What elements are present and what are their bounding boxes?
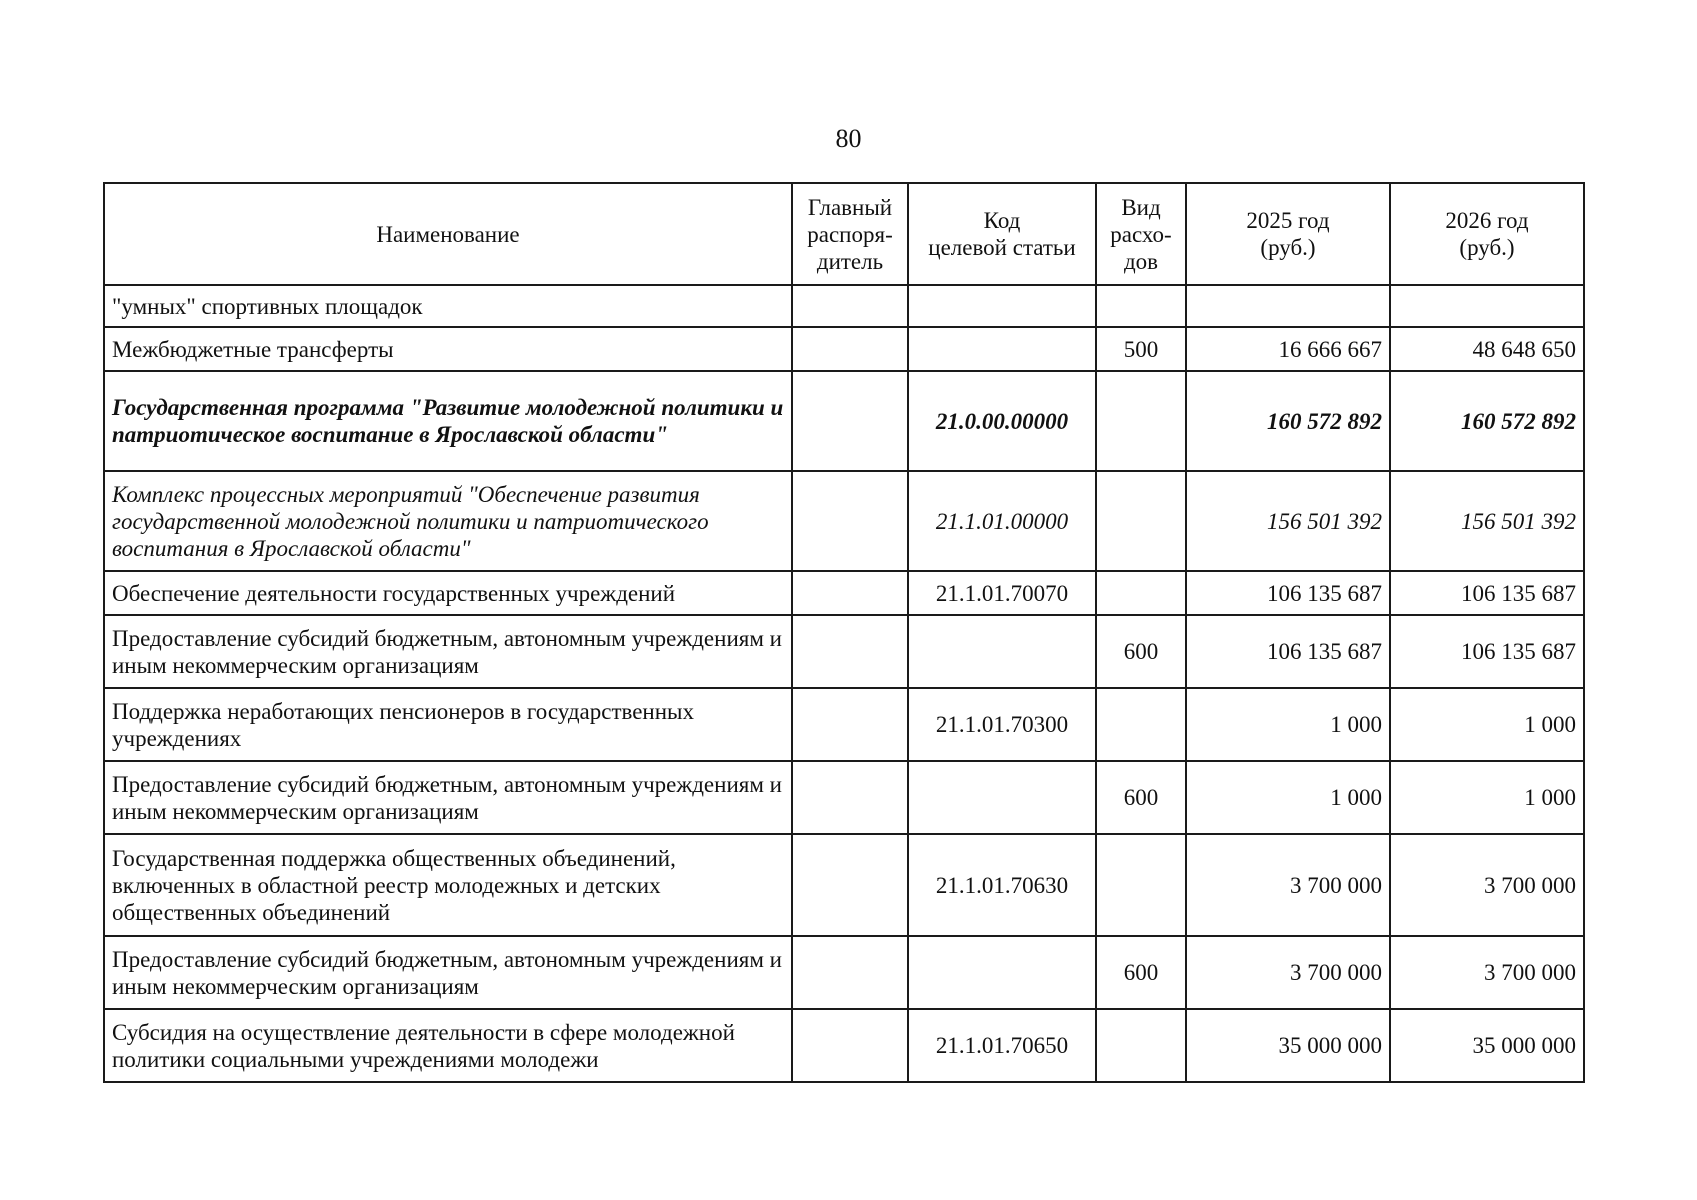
header-main-manager-line: распоря- [807, 221, 893, 247]
row-code [908, 327, 1096, 371]
row-code: 21.1.01.70300 [908, 688, 1096, 761]
header-code-line: целевой статьи [928, 235, 1076, 260]
row-value-2025: 3 700 000 [1186, 834, 1390, 936]
header-expense-type [1096, 183, 1186, 285]
row-manager [792, 327, 908, 371]
row-type: 600 [1096, 936, 1186, 1009]
row-name: Предоставление субсидий бюджетным, автономным учреждениям и иным некоммерческим организациям [104, 761, 792, 834]
row-name: Комплекс процессных мероприятий "Обеспечение развития государственной молодежной политики и патриотического воспитания в Ярославской области" [104, 471, 792, 571]
row-value-2025: 160 572 892 [1186, 371, 1390, 471]
row-value-2025: 3 700 000 [1186, 936, 1390, 1009]
row-value-2025: 1 000 [1186, 688, 1390, 761]
row-type [1096, 371, 1186, 471]
row-value-2025: 106 135 687 [1186, 615, 1390, 688]
row-value-2025: 106 135 687 [1186, 571, 1390, 615]
header-main-manager-line: Главный [807, 194, 893, 220]
table-header-row [104, 183, 1584, 285]
row-name: Субсидия на осуществление деятельности в сфере молодежной политики социальными учреждениями молодежи [104, 1009, 792, 1082]
row-value-2026: 3 700 000 [1390, 834, 1584, 936]
header-year-2025-line: (руб.) [1260, 235, 1316, 260]
row-code: 21.1.01.00000 [908, 471, 1096, 571]
row-value-2026: 106 135 687 [1390, 571, 1584, 615]
header-year-2025-line: 2025 год [1246, 208, 1330, 233]
row-type [1096, 571, 1186, 615]
header-year-2025 [1186, 183, 1390, 285]
row-manager [792, 471, 908, 571]
table-row [104, 371, 1584, 471]
table-row [104, 571, 1584, 615]
row-code: 21.1.01.70070 [908, 571, 1096, 615]
row-type [1096, 285, 1186, 327]
table-row [104, 285, 1584, 327]
row-manager [792, 285, 908, 327]
row-value-2026: 3 700 000 [1390, 936, 1584, 1009]
row-manager [792, 1009, 908, 1082]
table-row [104, 834, 1584, 936]
header-main-manager-line: дитель [816, 248, 884, 274]
budget-table [103, 182, 1585, 1083]
header-code-line: Код [983, 208, 1021, 233]
row-manager [792, 834, 908, 936]
header-main-manager [792, 183, 908, 285]
row-code [908, 615, 1096, 688]
row-name: Предоставление субсидий бюджетным, автономным учреждениям и иным некоммерческим организациям [104, 615, 792, 688]
page-number: 80 [835, 124, 862, 153]
table-row [104, 471, 1584, 571]
row-value-2025 [1186, 285, 1390, 327]
row-manager [792, 688, 908, 761]
row-value-2025: 1 000 [1186, 761, 1390, 834]
row-value-2026: 160 572 892 [1390, 371, 1584, 471]
row-type [1096, 688, 1186, 761]
row-type [1096, 1009, 1186, 1082]
table-row [104, 1009, 1584, 1082]
table-row [104, 936, 1584, 1009]
header-year-2026-line: 2026 год [1445, 208, 1529, 233]
table-row [104, 327, 1584, 371]
row-value-2026: 1 000 [1390, 761, 1584, 834]
row-type: 500 [1096, 327, 1186, 371]
row-value-2026: 156 501 392 [1390, 471, 1584, 571]
row-code: 21.1.01.70650 [908, 1009, 1096, 1082]
row-type: 600 [1096, 615, 1186, 688]
row-code: 21.0.00.00000 [908, 371, 1096, 471]
row-code [908, 285, 1096, 327]
table-row [104, 761, 1584, 834]
row-code [908, 936, 1096, 1009]
row-value-2026: 48 648 650 [1390, 327, 1584, 371]
row-manager [792, 761, 908, 834]
row-type [1096, 471, 1186, 571]
row-manager [792, 936, 908, 1009]
row-name: Государственная поддержка общественных объединений, включенных в областной реестр молодежных и детских общественных объединений [104, 834, 792, 936]
table-row [104, 688, 1584, 761]
table-row [104, 615, 1584, 688]
row-value-2025: 16 666 667 [1186, 327, 1390, 371]
header-year-2026 [1390, 183, 1584, 285]
row-value-2026: 35 000 000 [1390, 1009, 1584, 1082]
row-name: "умных" спортивных площадок [104, 285, 792, 327]
header-name: Наименование [104, 183, 792, 285]
header-expense-type-line: Вид [1121, 194, 1161, 220]
header-code [908, 183, 1096, 285]
row-type [1096, 834, 1186, 936]
row-value-2026: 1 000 [1390, 688, 1584, 761]
header-expense-type-line: расхо- [1110, 221, 1172, 247]
header-year-2026-line: (руб.) [1459, 235, 1515, 260]
row-type: 600 [1096, 761, 1186, 834]
row-code [908, 761, 1096, 834]
row-value-2025: 35 000 000 [1186, 1009, 1390, 1082]
row-value-2025: 156 501 392 [1186, 471, 1390, 571]
row-manager [792, 571, 908, 615]
row-code: 21.1.01.70630 [908, 834, 1096, 936]
row-manager [792, 371, 908, 471]
row-manager [792, 615, 908, 688]
row-name: Поддержка неработающих пенсионеров в государственных учреждениях [104, 688, 792, 761]
row-name: Предоставление субсидий бюджетным, автономным учреждениям и иным некоммерческим организациям [104, 936, 792, 1009]
header-expense-type-line: дов [1123, 248, 1159, 274]
row-name: Обеспечение деятельности государственных учреждений [104, 571, 792, 615]
row-name: Межбюджетные трансферты [104, 327, 792, 371]
row-name: Государственная программа "Развитие молодежной политики и патриотическое воспитание в Ярославской области" [104, 371, 792, 471]
row-value-2026: 106 135 687 [1390, 615, 1584, 688]
row-value-2026 [1390, 285, 1584, 327]
